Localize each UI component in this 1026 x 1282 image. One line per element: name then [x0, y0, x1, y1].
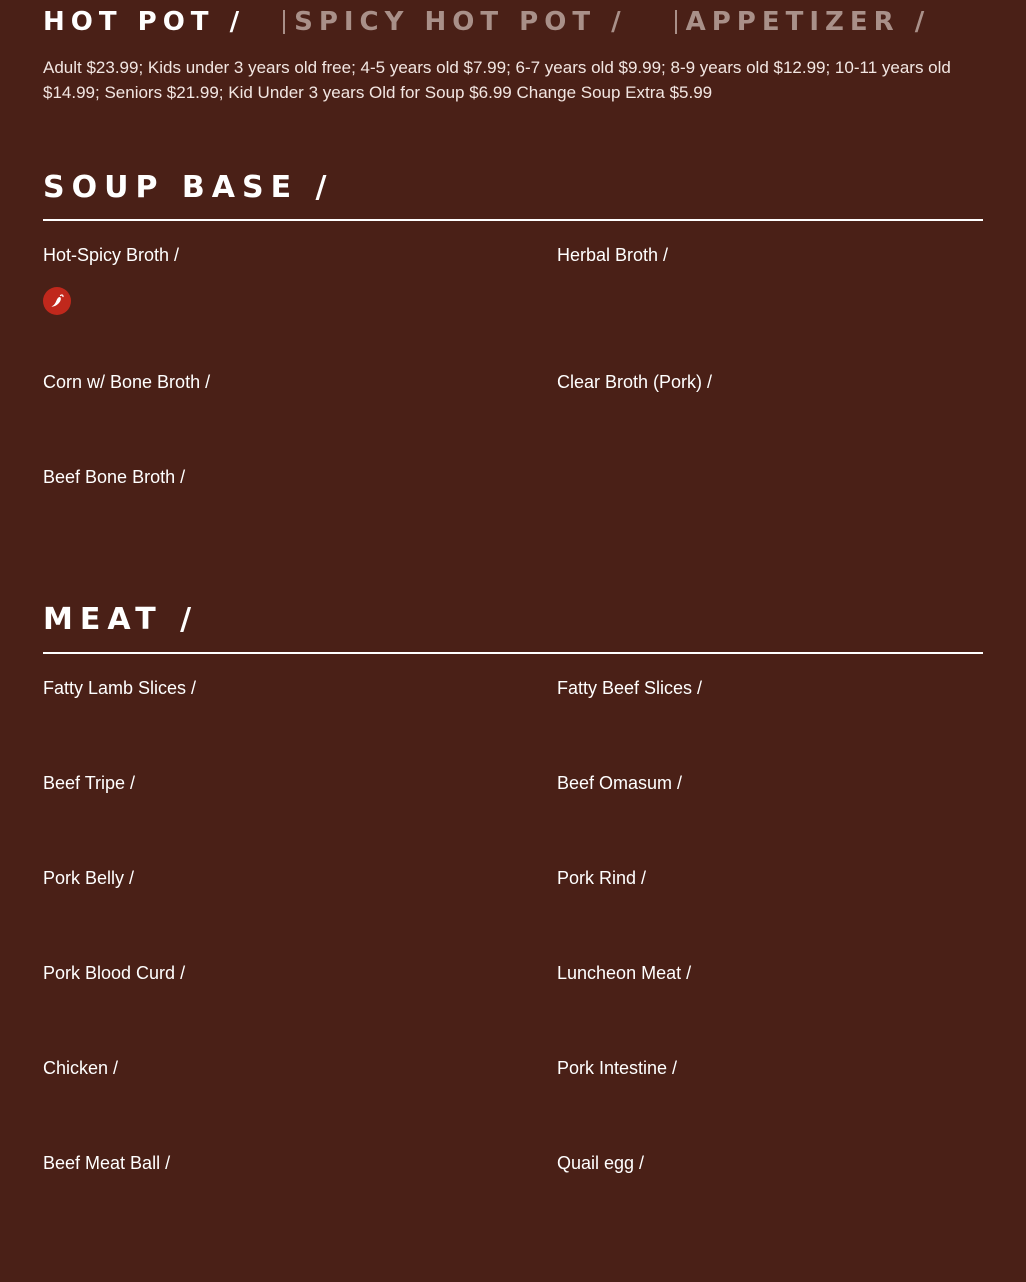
- menu-item: Pork Blood Curd /: [43, 963, 186, 983]
- pricing-note: Adult $23.99; Kids under 3 years old free; 4-5 years old $7.99; 6-7 years old $9.99; 8-9 years old $12.99; 10-11 years old $14.99; Seniors $21.99; Kid Under 3 years Old for Soup $6.99 Change Soup Extra $5.99: [43, 58, 951, 102]
- menu-item: Fatty Beef Slices /: [557, 678, 703, 698]
- menu-item: Pork Belly /: [43, 868, 135, 888]
- section-title-meat: MEAT /: [43, 602, 199, 637]
- section-divider: [43, 219, 983, 221]
- menu-item: Hot-Spicy Broth /: [43, 245, 180, 265]
- menu-item: Beef Omasum /: [557, 773, 683, 793]
- section-title-soup-base: SOUP BASE /: [43, 170, 334, 205]
- menu-item: Corn w/ Bone Broth /: [43, 372, 211, 392]
- tab-divider: [283, 10, 285, 34]
- menu-item: Beef Bone Broth /: [43, 467, 186, 487]
- menu-item: Quail egg /: [557, 1153, 645, 1173]
- tab-appetizer[interactable]: APPETIZER /: [685, 7, 931, 37]
- menu-item: Beef Meat Ball /: [43, 1153, 171, 1173]
- menu-item: Pork Intestine /: [557, 1058, 678, 1078]
- category-tabs: [43, 2, 930, 42]
- menu-item: Fatty Lamb Slices /: [43, 678, 197, 698]
- menu-item: Clear Broth (Pork) /: [557, 372, 713, 392]
- section-divider: [43, 652, 983, 654]
- menu-item: Luncheon Meat /: [557, 963, 692, 983]
- menu-item: Pork Rind /: [557, 868, 647, 888]
- tab-divider: [675, 10, 677, 34]
- tab-spicy-hot-pot[interactable]: SPICY HOT POT /: [294, 7, 627, 37]
- menu-item: Chicken /: [43, 1058, 119, 1078]
- menu-item: Herbal Broth /: [557, 245, 669, 265]
- menu-item: Beef Tripe /: [43, 773, 136, 793]
- chili-pepper-icon: [43, 287, 71, 315]
- tab-hot-pot[interactable]: HOT POT /: [43, 7, 246, 37]
